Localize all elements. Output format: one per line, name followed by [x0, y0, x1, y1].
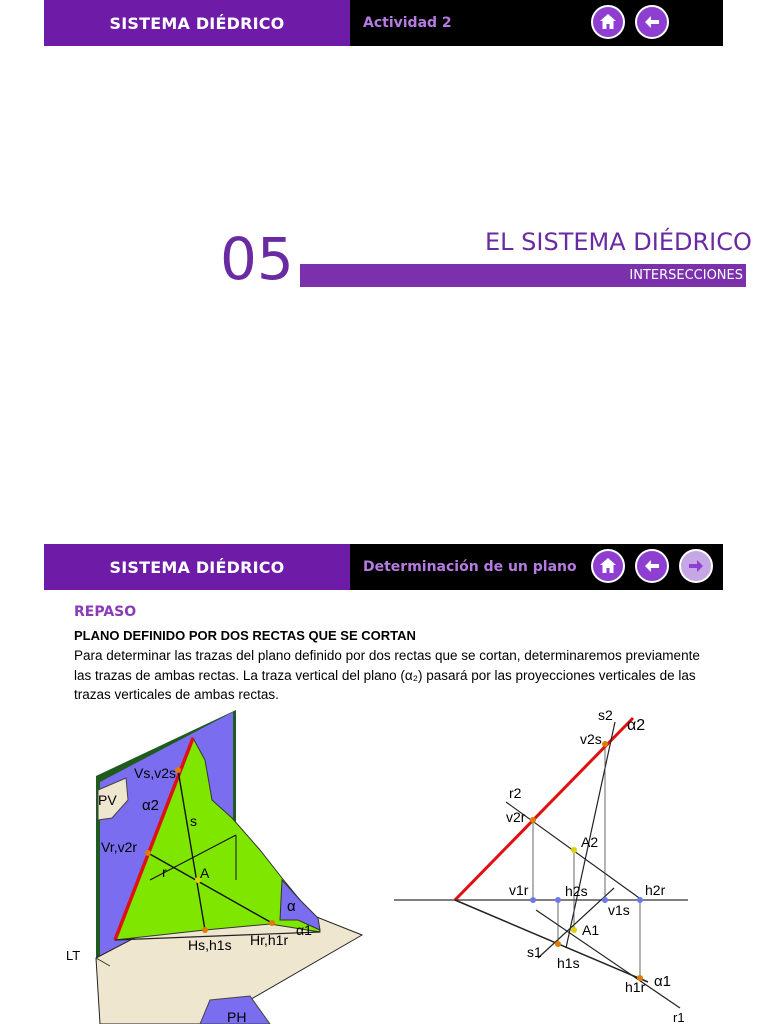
back-button[interactable]	[635, 549, 669, 583]
content-heading: PLANO DEFINIDO POR DOS RECTAS QUE SE CORTAN	[74, 628, 416, 643]
section-label: REPASO	[74, 604, 137, 620]
point-v1r	[530, 897, 536, 903]
content-paragraph: Para determinar las trazas del plano definido por dos rectas que se cortan, determinaremos previamente las trazas de ambas rectas. La traza vertical del plano (α₂) pasará por las proyecciones verticales de las trazas verticales de ambas rectas.	[74, 648, 700, 702]
next-button[interactable]	[679, 549, 713, 583]
label-r: r	[162, 864, 167, 880]
right-projection-figure	[394, 707, 688, 1024]
arrow-left-icon	[642, 12, 662, 32]
left-3d-figure	[66, 710, 362, 1024]
point-hr	[269, 920, 275, 926]
label-s2: s2	[598, 707, 613, 723]
label-hs: Hs,h1s	[188, 937, 232, 953]
label-alpha1: α1	[296, 922, 312, 938]
home-icon	[598, 12, 618, 32]
arrow-left-icon	[642, 556, 662, 576]
label-v2s: v2s	[580, 731, 602, 747]
chapter-subtitle: INTERSECCIONES	[629, 268, 743, 283]
label-h1r: h1r	[625, 979, 646, 995]
chapter-title: EL SISTEMA DIÉDRICO	[485, 228, 752, 256]
header-subtitle: Actividad 2	[363, 15, 452, 31]
diagram-figure	[44, 700, 724, 1024]
point-h2r	[637, 897, 643, 903]
label-alpha1-right: α1	[654, 973, 672, 990]
slide-header-subtitle: Determinación de un plano	[363, 559, 577, 575]
home-button[interactable]	[591, 549, 625, 583]
label-h2r: h2r	[645, 882, 666, 898]
point-vr	[145, 850, 151, 856]
label-hr: Hr,h1r	[250, 932, 289, 948]
slide-header-right	[350, 544, 723, 590]
label-vs: Vs,v2s	[134, 765, 177, 781]
arrow-right-icon	[686, 556, 706, 576]
label-r1: r1	[673, 1010, 685, 1024]
label-s1: s1	[527, 944, 542, 960]
header-title: SISTEMA DIÉDRICO	[44, 0, 350, 46]
label-alpha2-right: α2	[627, 717, 646, 734]
label-a: A	[200, 865, 210, 881]
point-a1	[571, 927, 577, 933]
chapter-number: 05	[220, 225, 294, 293]
point-h2s	[555, 897, 561, 903]
point-a2	[571, 847, 577, 853]
point-hs	[202, 927, 208, 933]
label-ph: PH	[227, 1009, 247, 1024]
header-right	[350, 0, 723, 46]
point-v2r	[530, 817, 536, 823]
label-pv: PV	[98, 792, 117, 808]
label-vr: Vr,v2r	[101, 839, 138, 855]
label-h1s: h1s	[557, 955, 580, 971]
label-alpha: α	[287, 898, 296, 915]
home-button[interactable]	[591, 5, 625, 39]
label-h2s: h2s	[565, 883, 588, 899]
label-v1r: v1r	[509, 882, 529, 898]
slide-header	[44, 544, 723, 590]
chapter-band	[300, 264, 746, 287]
label-s: s	[190, 813, 197, 829]
point-v2s	[602, 741, 608, 747]
label-a1: A1	[582, 922, 600, 938]
point-h1s	[555, 941, 561, 947]
label-a2: A2	[581, 834, 599, 850]
back-button[interactable]	[635, 5, 669, 39]
label-r2: r2	[509, 785, 522, 801]
home-icon	[598, 556, 618, 576]
label-alpha2: α2	[142, 797, 160, 814]
top-header	[44, 0, 723, 46]
label-v2r: v2r	[506, 809, 526, 825]
label-lt: LT	[66, 948, 81, 963]
label-v1s: v1s	[608, 902, 630, 918]
slide-header-title: SISTEMA DIÉDRICO	[44, 544, 350, 590]
